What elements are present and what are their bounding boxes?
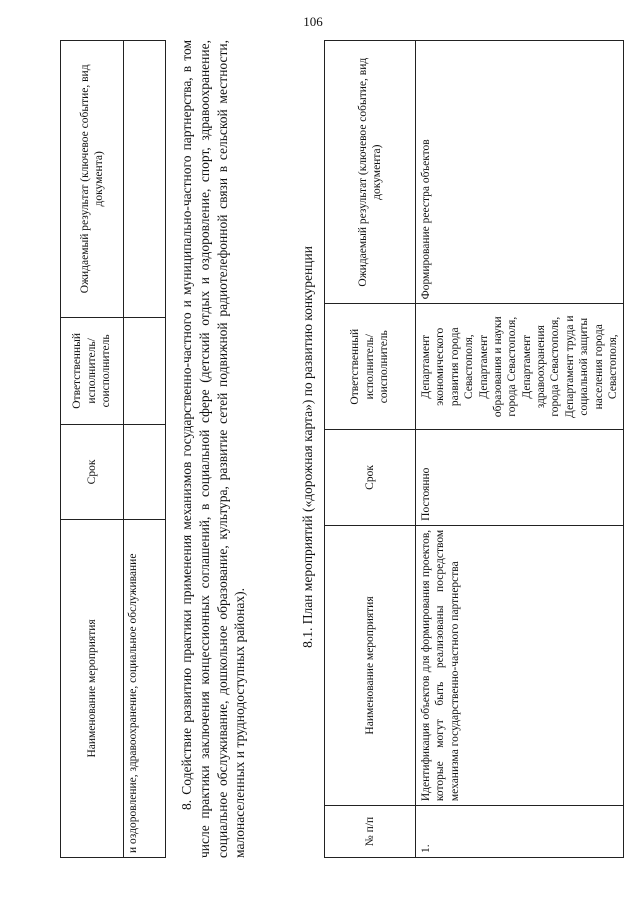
header-result: Ожидаемый результат (ключевое событие, вид документа) (61, 41, 124, 318)
cell-no: 1. (416, 806, 624, 858)
table-row (416, 41, 624, 858)
header-name: Наименование мероприятия (325, 525, 416, 805)
header-no: № п/п (325, 806, 416, 858)
continuation-table (60, 40, 166, 858)
subsection-title: 8.1. План мероприятий («дорожная карта») по развитию конкуренции (300, 246, 315, 648)
cell-responsible (124, 317, 166, 424)
cell-name: и оздоровление, здравоохранение, социальное обслуживание (124, 519, 166, 857)
cell-result: Формирование реестра объектов (416, 41, 624, 304)
header-term: Срок (325, 430, 416, 526)
cell-term (124, 425, 166, 520)
page-number: 106 (303, 14, 323, 29)
header-responsible: Ответственный исполнитель/ соисполнитель (325, 304, 416, 430)
header-name: Наименование мероприятия (61, 519, 124, 857)
header-responsible: Ответственный исполнитель/ соисполнитель (61, 317, 124, 424)
table-header-row (61, 41, 124, 858)
cell-term: Постоянно (416, 430, 624, 526)
cell-result (124, 41, 166, 318)
table-row (124, 41, 166, 858)
cell-responsible: Департамент экономического развития города Севастополя, Департамент образования и науки города Севастополя, Департамент здравоохранения города Севастополя, Департамент труда и социальной защиты населения города Севастополя, (416, 304, 624, 430)
table-header-row (325, 41, 416, 858)
rotated-page-content (52, 32, 619, 862)
header-term: Срок (61, 425, 124, 520)
header-result: Ожидаемый результат (ключевое событие, вид документа) (325, 41, 416, 304)
section-8-paragraph: 8. Содействие развитию практики применения механизмов государственно-частного и муниципально-частного партнерства, в том числе практики заключения концессионных соглашений, в социальной сфере (детский отдых и оздоровление, спорт, здравоохранение, социальное обслуживание, дошкольное образование, культура, развитие сетей подвижной радиотелефонной связи в сельской местности, малонаселенных и труднодоступных районах). (179, 40, 248, 858)
cell-name: Идентификация объектов для формирования проектов, которые могут быть реализованы посредством механизма государственно-частного партнерства (416, 525, 624, 805)
plan-table (324, 40, 624, 858)
